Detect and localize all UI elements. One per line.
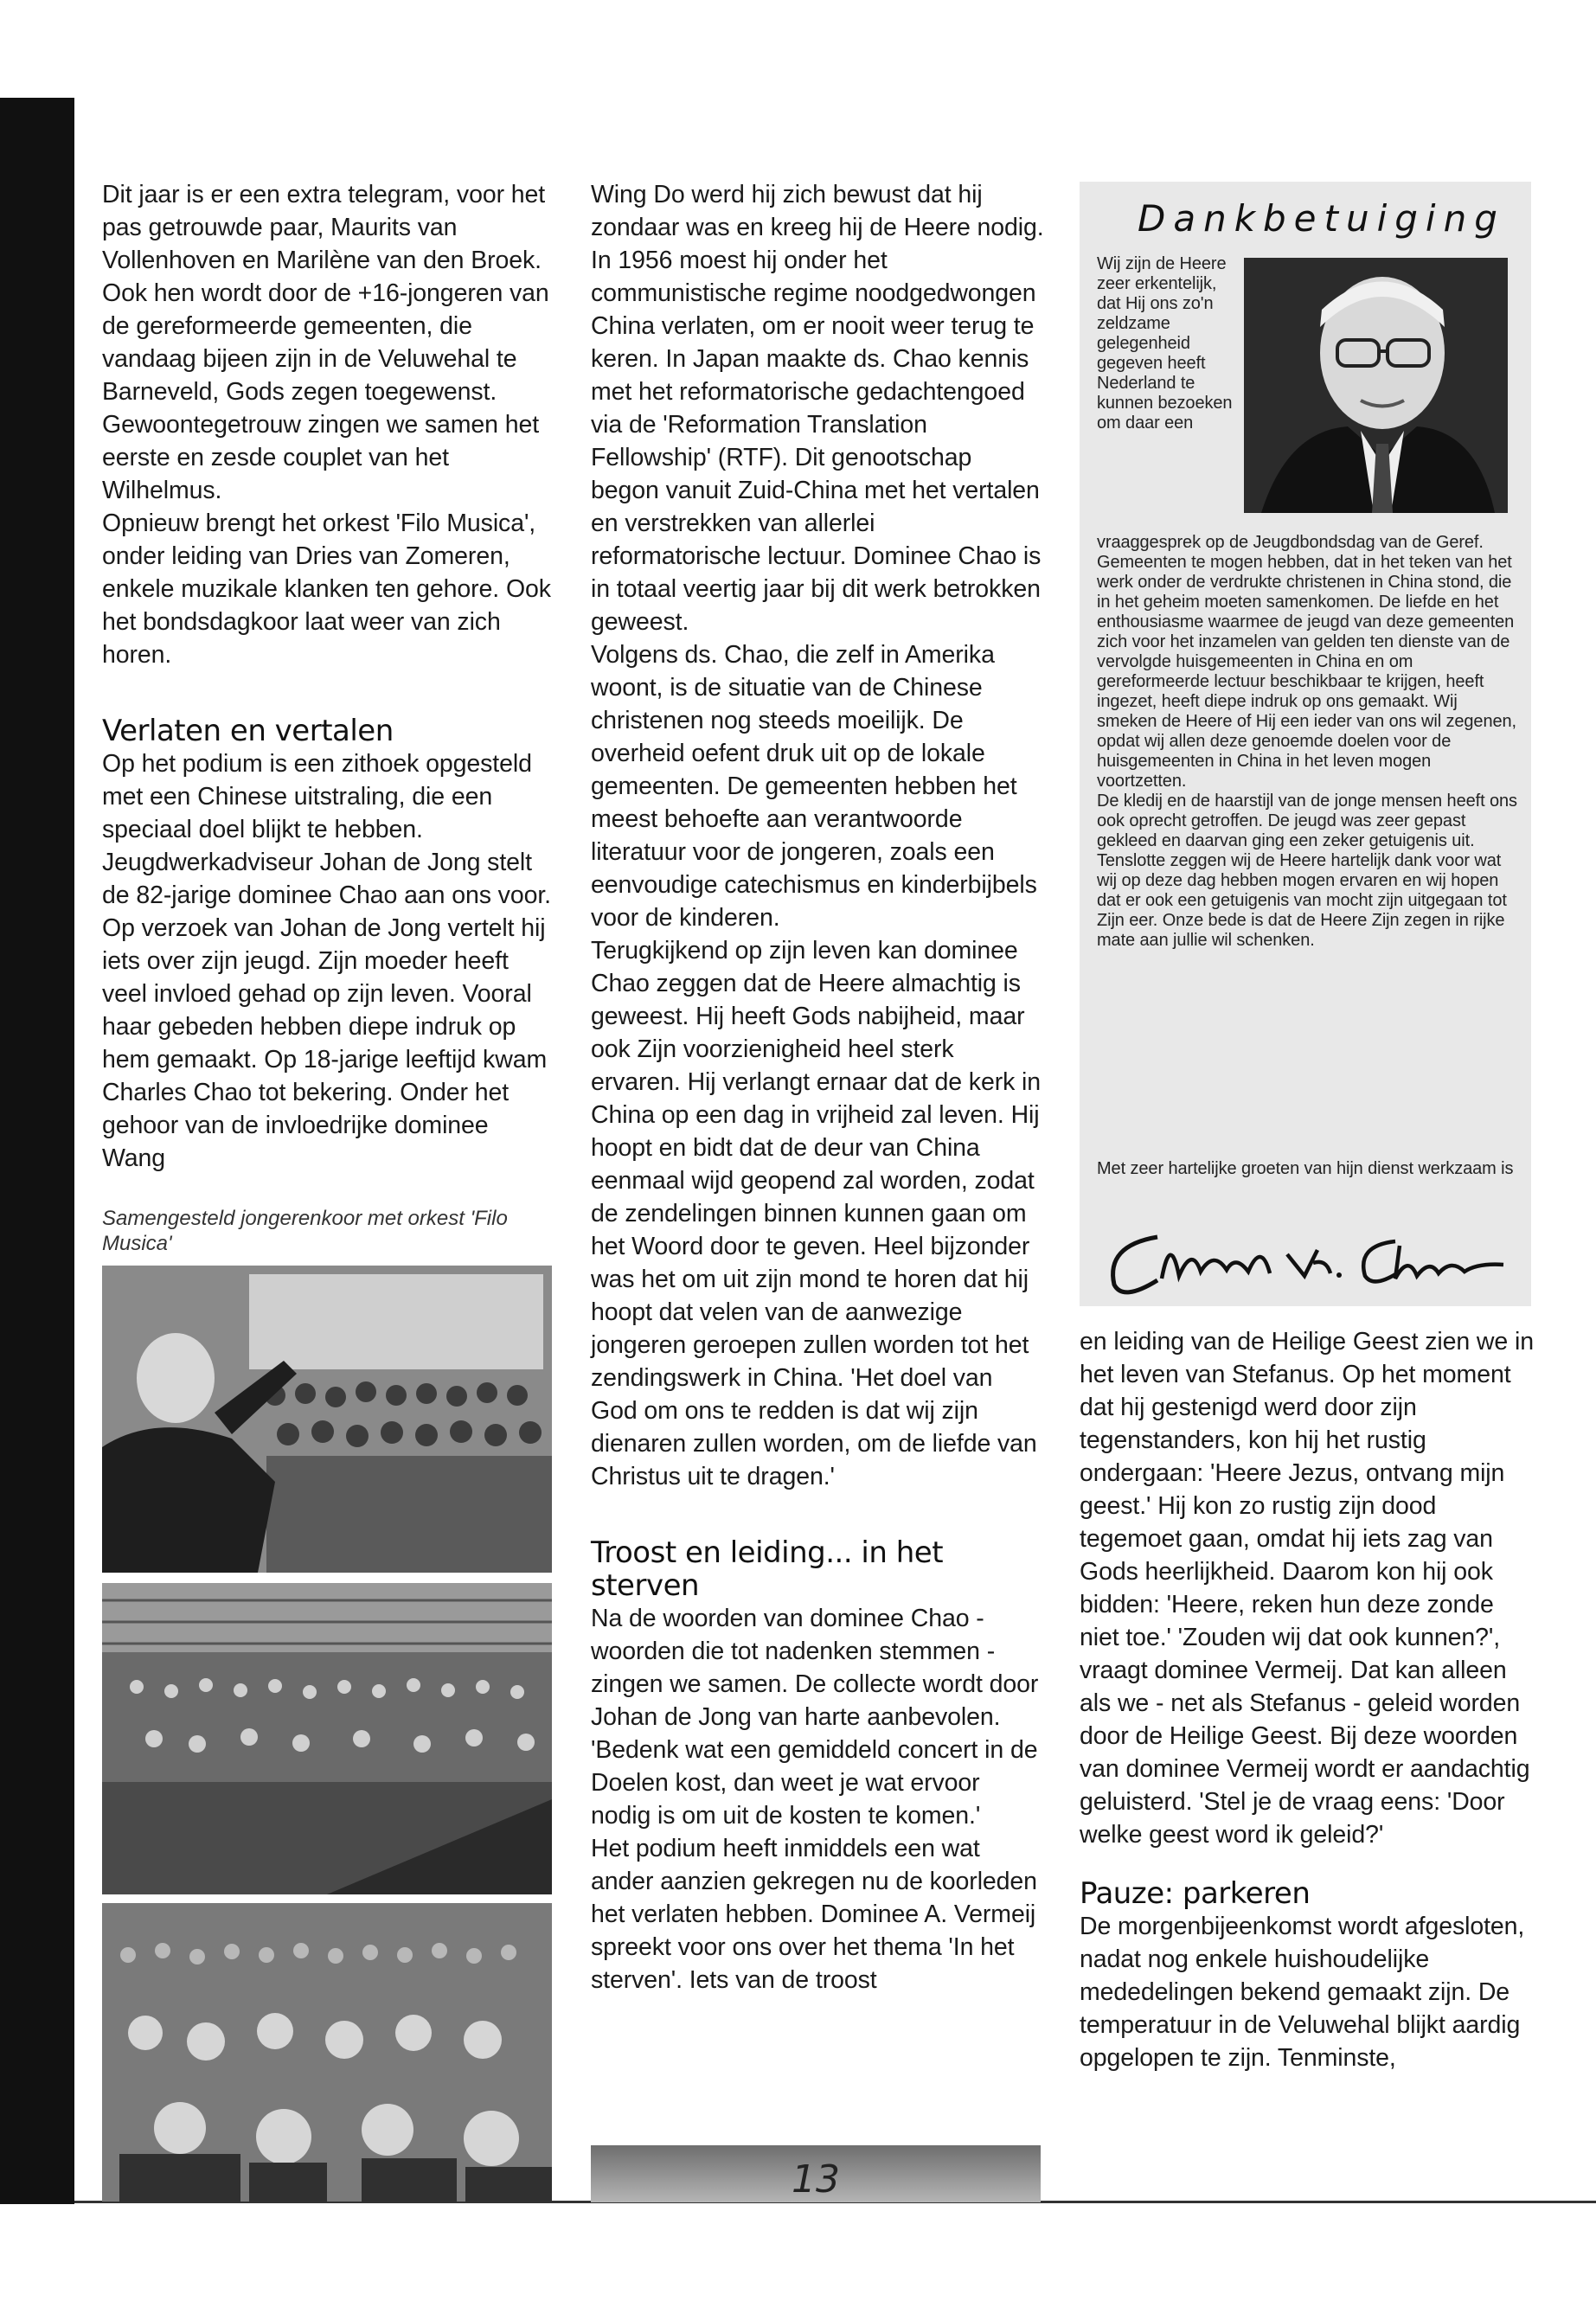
acknowledgement-title: Dankbetuiging [1138,197,1505,240]
paragraph: Terugkijkend op zijn leven kan dominee Chao zeggen dat de Heere almachtig is geweest. Hij heeft Gods nabijheid, maar ook Zijn voorzienigheid heel sterk ervaren. Hij verlangt ernaar dat de kerk in China op een dag in vrijheid zal leven. Hij hoopt en bidt dat de deur van China eenmaal wijd geopend zal worden, zodat de zendelingen binnen kunnen gaan om het Woord door te geven. Heel bijzonder was het om uit zijn mond te horen dat hij hoopt dat velen van de aanwezige jongeren geroepen zullen worden tot het zendingswerk in China. 'Het doel van God om ons te redden is dat wij zijn dienaren zullen worden, om de liefde van Christus uit te dragen.' [591,937,1042,1490]
paragraph: In 1956 moest hij onder het communistische regime noodgedwongen China verlaten, om er nooit weer terug te keren. In Japan maakte ds. Chao kennis met het reformatorische gedachtengoed via de 'Reformation Translation Fellowship' (RTF). Dit genootschap begon vanuit Zuid-China met het vertalen en verstrekken van allerlei reformatorische lectuur. Dominee Chao is in totaal veertig jaar bij dit werk betrokken geweest. [591,247,1042,636]
handwritten-signature [1097,1211,1529,1311]
section-heading: Verlaten en vertalen [102,714,394,748]
photo-hall-audience [102,1583,552,1894]
paragraph: vraaggesprek op de Jeugdbondsdag van de Geref. Gemeenten te mogen hebben, dat in het teken van het werk onder de verdrukte christenen in China stond, die in het geheim moeten samenkomen. De liefde en het enthousiasme waarmee de jeugd van deze gemeenten zich voor het inzamelen van gelden ten dienste van de vervolgde huisgemeenten in China en om gereformeerde lectuur beschikbaar te krijgen, heeft ingezet, heeft diepe indruk op ons gemaakt. Wij smeken de Heere of Hij een ieder van ons wil zegenen, opdat wij allen deze genoemde doelen voor de huisgemeenten in China in het leven mogen voortzetten. [1097,533,1516,791]
paragraph: en leiding van de Heilige Geest zien we in het leven van Stefanus. Op het moment dat hij gestenigd werd door zijn tegenstanders, kon hij het rustig ondergaan: 'Heere Jezus, ontvang mijn geest.' Hij kon zo rustig zijn dood tegemoet gaan, omdat hij iets zag van Gods heerlijkheid. Daarom kon hij ook bidden: 'Heere, reken hun deze zonde niet toe.' 'Zouden wij dat ook kunnen?', vraagt dominee Vermeij. Dat kan alleen als we - net als Stefanus - geleid worden door de Heilige Geest. Bij deze woorden van dominee Vermeij wordt er aandachtig geluisterd. 'Stel je de vraag eens: 'Door welke geest word ik geleid?' [1080,1328,1534,1849]
paragraph: Wing Do werd hij zich bewust dat hij zondaar was en kreeg hij de Heere nodig. [591,181,1044,241]
photo-conductor-choir [102,1266,552,1573]
paragraph: De kledij en de haarstijl van de jonge mensen heeft ons ook oprecht getroffen. De jeugd was zeer gepast gekleed en daarvan ging een zeker getuigenis uit. Tenslotte zeggen wij de Heere hartelijk dank voor wat wij op deze dag hebben mogen ervaren en wij hopen dat er ook een getuigenis van mocht zijn uitgegaan tot Zijn eer. Onze bede is dat de Heere Zijn zegen in rijke mate aan jullie wil schenken. [1097,792,1517,950]
portrait-photo [1244,258,1508,513]
scan-edge-bar [0,98,74,2204]
page-number: 13 [792,2157,840,2202]
acknowledgement-body [1097,533,1519,951]
paragraph: Op het podium is een zithoek opgesteld met een Chinese uitstraling, die een speciaal doel blijkt te hebben. Jeugdwerkadviseur Johan de Jong stelt de 82-jarige dominee Chao aan ons voor. Op verzoek van Johan de Jong vertelt hij iets over zijn jeugd. Zijn moeder heeft veel invloed gehad op zijn leven. Vooral haar gebeden hebben diepe indruk op hem gemaakt. Op 18-jarige leeftijd kwam Charles Chao tot bekering. Onder het gehoor van de invloedrijke dominee Wang [102,750,551,1172]
section-heading: Troost en leiding... in het sterven [591,1535,944,1603]
paragraph: Volgens ds. Chao, die zelf in Amerika woont, is de situatie van de Chinese christenen nog steeds moeilijk. De overheid oefent druk uit op de lokale gemeenten. De gemeenten hebben het meest behoefte aan verantwoorde literatuur voor de jongeren, zoals een eenvoudige catechismus en kinderbijbels voor de kinderen. [591,641,1037,932]
paragraph: De morgenbijeenkomst wordt afgesloten, nadat nog enkele huishoudelijke mededelingen bekend gemaakt zijn. De temperatuur in de Veluwehal blijkt aardig opgelopen te zijn. Tenminste, [1080,1913,1525,2072]
paragraph: Na de woorden van dominee Chao - woorden die tot nadenken stemmen - zingen we samen. De collecte wordt door Johan de Jong van harte aanbevolen. 'Bedenk wat een gemiddeld concert in de Doelen kost, dan weet je wat ervoor nodig is om uit de kosten te komen.' [591,1605,1039,1830]
paragraph: Dit jaar is er een extra telegram, voor het pas getrouwde paar, Maurits van Vollenhoven en Marilène van den Broek. Ook hen wordt door de +16-jongeren van de gereformeerde gemeenten, die vandaag bijeen zijn in de Veluwehal te Barneveld, Gods zegen toegewenst. Gewoontegetrouw zingen we samen het eerste en zesde couplet van het Wilhelmus. [102,181,549,504]
photo-caption: Samengesteld jongerenkoor met orkest 'Filo Musica' [102,1207,508,1255]
acknowledgement-greeting: Met zeer hartelijke groeten van hijn dienst werkzaam is [1097,1159,1514,1178]
column-2 [591,178,1045,1997]
column-3 [1080,1325,1538,2074]
photo-audience-close [102,1903,552,2202]
paragraph: Het podium heeft inmiddels een wat ander aanzien gekregen nu de koorleden het verlaten hebben. Dominee A. Vermeij spreekt voor ons over het thema 'In het sterven'. Iets van de troost [591,1835,1037,1994]
section-heading: Pauze: parkeren [1080,1876,1311,1911]
paragraph: Opnieuw brengt het orkest 'Filo Musica', onder leiding van Dries van Zomeren, enkele muzikale klanken ten gehore. Ook het bondsdagkoor laat weer van zich horen. [102,510,551,669]
column-1 [102,178,556,1175]
acknowledgement-intro: Wij zijn de Heere zeer erkentelijk, dat Hij ons zo'n zeldzame gelegenheid gegeven heeft Nederland te kunnen bezoeken om daar een [1097,254,1233,433]
